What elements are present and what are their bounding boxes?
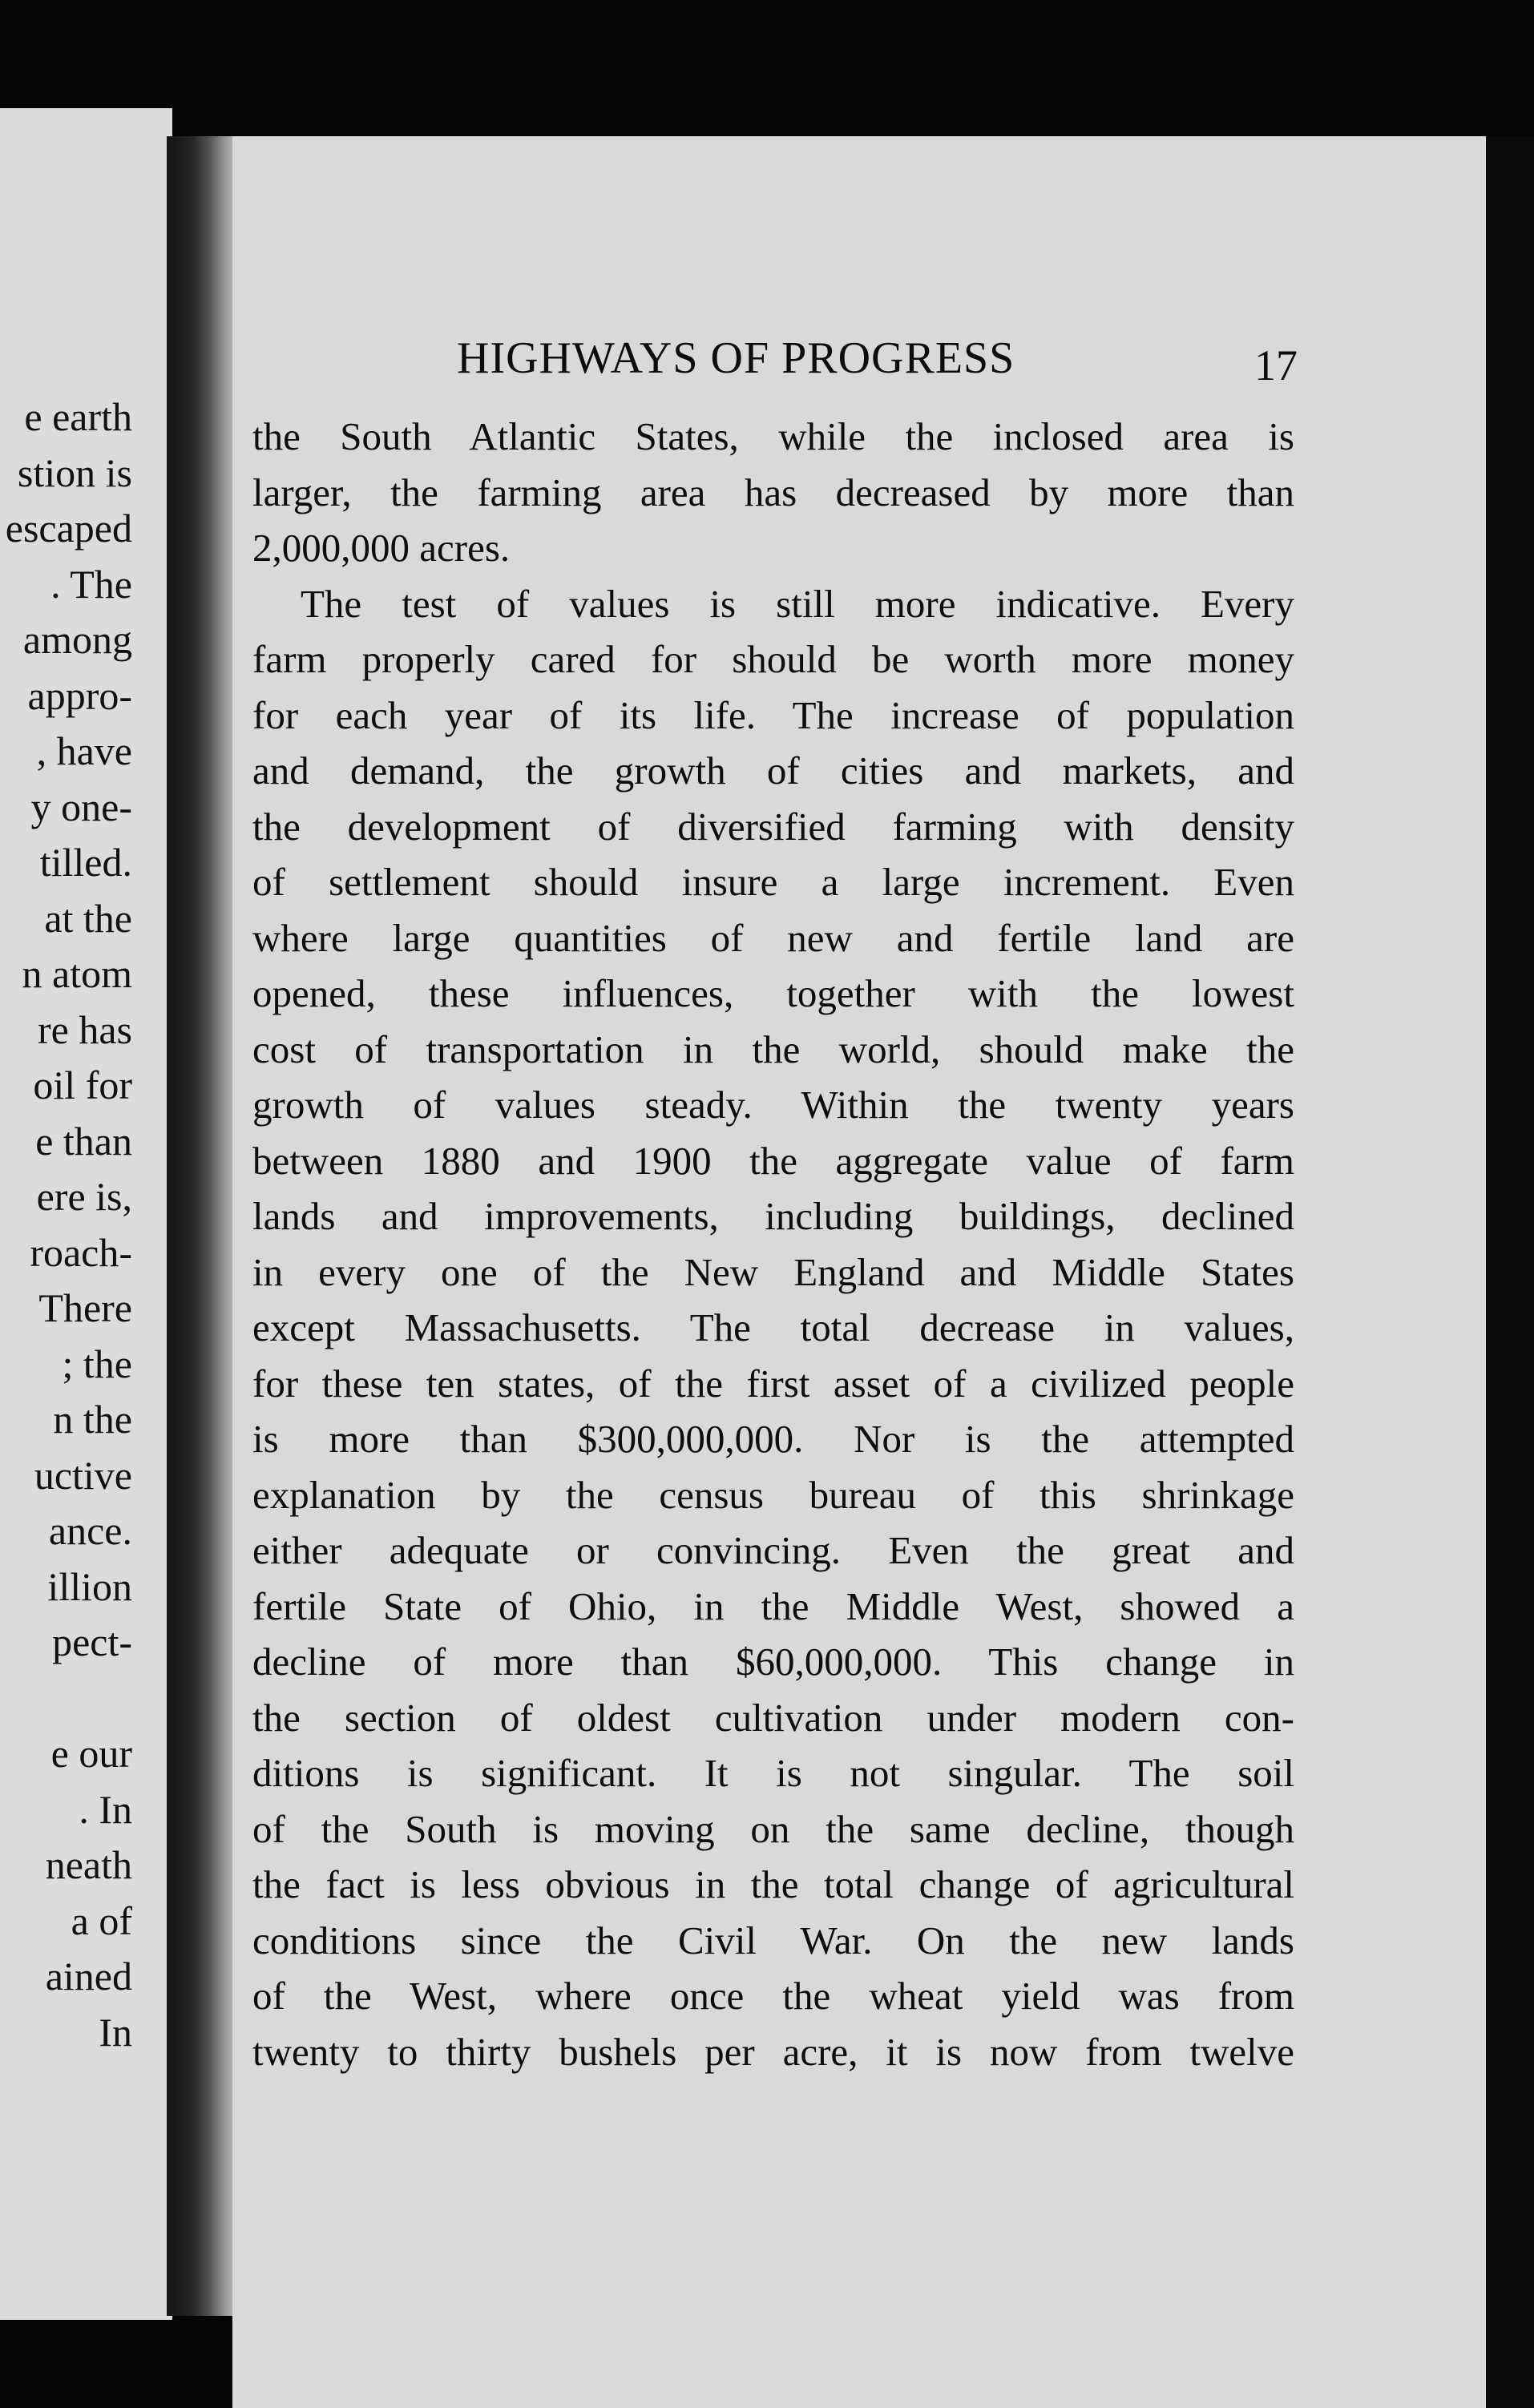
body-line: growth of values steady. Within the twenty years — [252, 1083, 1294, 1127]
body-line: fertile State of Ohio, in the Middle West, showed a — [252, 1583, 1294, 1628]
left-page-line: e than — [35, 1118, 132, 1164]
book-gutter — [167, 136, 239, 2316]
body-line: lands and improvements, including buildings, declined — [252, 1194, 1294, 1238]
facing-page-left — [0, 108, 172, 2320]
body-line: cost of transportation in the world, should make the — [252, 1027, 1294, 1071]
body-line: 2,000,000 acres. — [252, 526, 511, 570]
left-page-line: oil for — [33, 1063, 132, 1107]
left-page-line: ere is, — [36, 1174, 132, 1219]
body-line: of the West, where once the wheat yield was from — [252, 1974, 1294, 2018]
left-page-line: There — [38, 1285, 132, 1330]
page-number: 17 — [1254, 341, 1298, 389]
left-page-line: escaped — [5, 506, 132, 551]
left-page-line: . The — [50, 561, 132, 607]
body-line: and demand, the growth of cities and markets, and — [252, 748, 1294, 793]
left-page-line: stion is — [17, 450, 132, 495]
body-line: for these ten states, of the first asset of a civilized people — [252, 1361, 1294, 1406]
left-page-line: e our — [50, 1731, 132, 1776]
body-line: of settlement should insure a large increment. Even — [252, 860, 1294, 904]
body-line: the section of oldest cultivation under modern con- — [252, 1695, 1294, 1740]
running-head: HIGHWAYS OF PROGRESS — [457, 333, 1015, 383]
body-line: conditions since the Civil War. On the new lands — [252, 1918, 1294, 1962]
left-page-line: a of — [71, 1898, 132, 1943]
left-page-line: roach- — [30, 1229, 132, 1275]
left-page-line: ; the — [62, 1341, 132, 1386]
left-page-line: at the — [44, 895, 132, 941]
left-page-line: e earth — [24, 394, 132, 439]
left-page-line: tilled. — [39, 840, 132, 885]
body-line: the fact is less obvious in the total change of agricultural — [252, 1862, 1294, 1906]
left-page-line: among — [22, 617, 132, 662]
body-line: ditions is significant. It is not singular. The soil — [252, 1751, 1294, 1795]
body-line: The test of values is still more indicative. Every — [301, 581, 1294, 626]
body-line: decline of more than $60,000,000. This change in — [252, 1640, 1294, 1684]
left-page-line: re has — [38, 1006, 132, 1052]
body-line: between 1880 and 1900 the aggregate value of farm — [252, 1138, 1294, 1183]
body-line: the development of diversified farming with density — [252, 804, 1294, 849]
left-page-line: ained — [45, 1954, 132, 1999]
body-line: in every one of the New England and Middle States — [252, 1249, 1294, 1294]
body-line: either adequate or convincing. Even the great and — [252, 1528, 1294, 1572]
body-line: the South Atlantic States, while the inclosed area is — [252, 414, 1294, 458]
left-page-line: n the — [53, 1397, 132, 1442]
book-page-right — [232, 136, 1534, 2408]
left-page-line: . In — [79, 1786, 132, 1832]
body-line: of the South is moving on the same decline, though — [252, 1806, 1294, 1851]
body-line: twenty to thirty bushels per acre, it is now from twelve — [252, 2029, 1294, 2074]
left-page-line: , have — [36, 728, 132, 773]
body-text — [252, 409, 1294, 2079]
body-line: farm properly cared for should be worth more money — [252, 637, 1294, 681]
left-page-line: appro- — [27, 672, 132, 718]
left-page-line: n atom — [22, 951, 132, 996]
left-page-line: In — [99, 2009, 132, 2055]
left-page-line: y one- — [30, 784, 132, 829]
body-line: is more than $300,000,000. Nor is the attempted — [252, 1417, 1294, 1461]
body-line: except Massachusetts. The total decrease in values, — [252, 1305, 1294, 1349]
left-page-line: uctive — [34, 1452, 132, 1498]
body-line: larger, the farming area has decreased by more than — [252, 470, 1294, 514]
left-page-line: illion — [47, 1563, 132, 1609]
body-line: opened, these influences, together with the lowest — [252, 971, 1294, 1015]
left-page-line: neath — [45, 1842, 132, 1887]
body-line: for each year of its life. The increase of population — [252, 692, 1294, 737]
body-line: explanation by the census bureau of this shrinkage — [252, 1472, 1294, 1517]
left-page-line: pect- — [52, 1619, 132, 1664]
body-line: where large quantities of new and fertile land are — [252, 915, 1294, 960]
left-page-line: ance. — [48, 1508, 132, 1553]
